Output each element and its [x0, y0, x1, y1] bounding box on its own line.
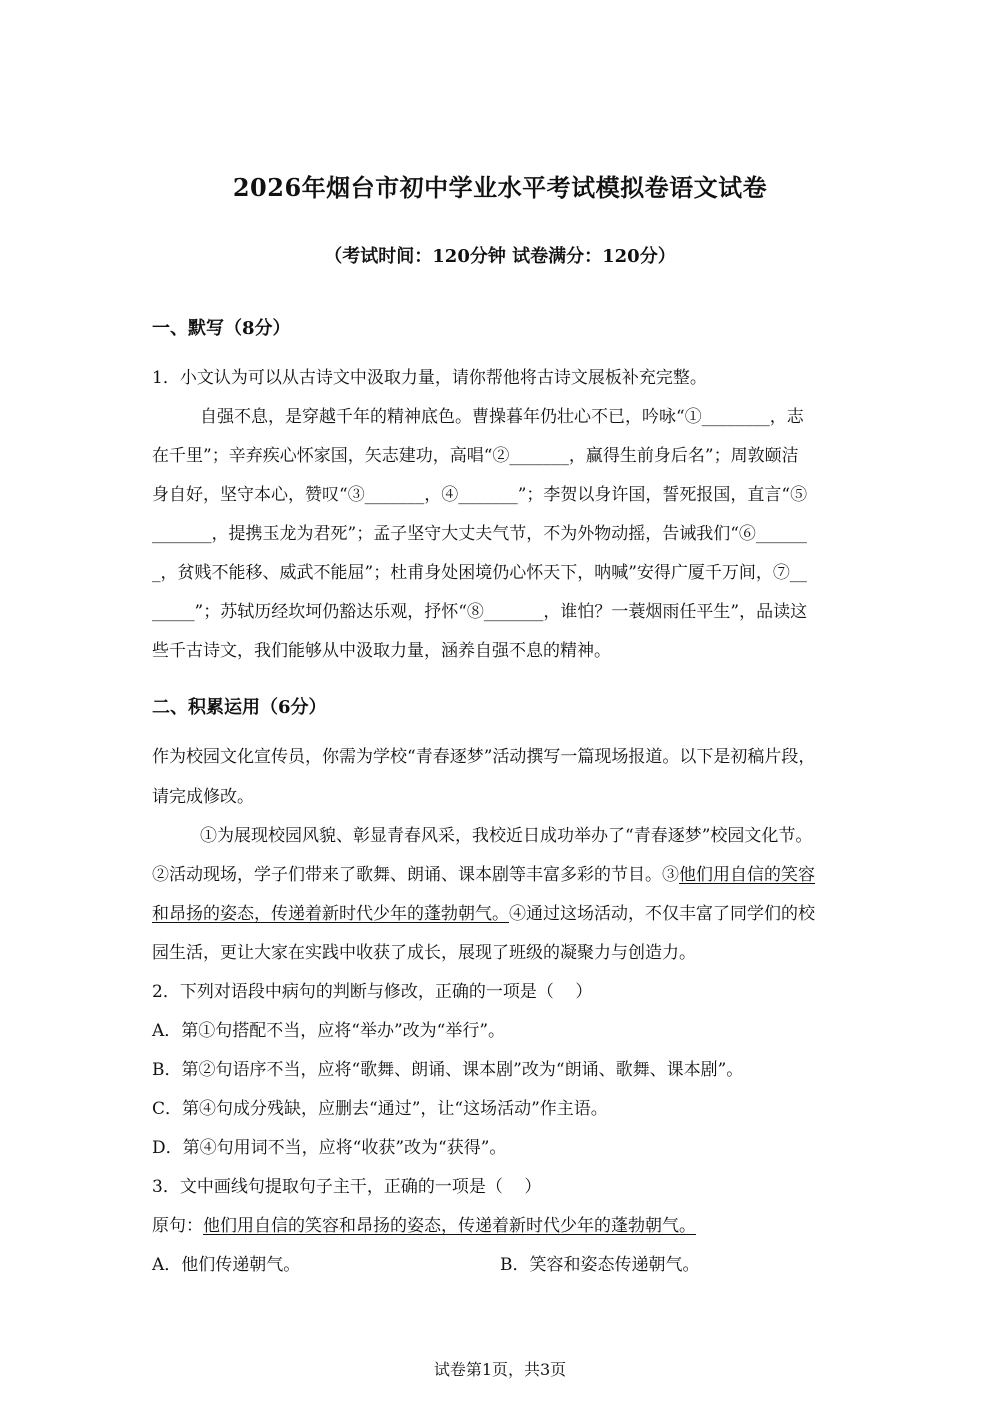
passage-line: 身自好，坚守本心，赞叹“③_______，④_______”；李贺以身许国，誓死报国，直言“⑤: [152, 485, 808, 505]
question-2-option-c: C．第④句成分残缺，应删去“通过”，让“这场活动”作主语。: [152, 1099, 608, 1119]
passage-line: _____”；苏轼历经坎坷仍豁达乐观，抒怀“⑧_______，谁怕？一蓑烟雨任平生”，品读这: [152, 602, 808, 622]
passage-line: 些千古诗文，我们能够从中汲取力量，涵养自强不息的精神。: [152, 641, 611, 661]
report-paragraph-line: [152, 863, 815, 887]
passage-line: _，贫贱不能移、威武不能屈”；杜甫身处困境仍心怀天下，呐喊”安得广厦千万间，⑦__: [152, 563, 807, 583]
underlined-sentence: 他们用自信的笑容和昂扬的姿态，传递着新时代少年的蓬勃朝气。: [203, 1216, 696, 1236]
original-label: 原句：: [152, 1216, 203, 1236]
question-3-prompt: 3．文中画线句提取句子主干，正确的一项是（ ）: [152, 1177, 542, 1197]
passage-line: 自强不息，是穿越千年的精神底色。曹操暮年仍壮心不已，吟咏“①________，志: [200, 407, 804, 427]
section-heading-dictation: 一、默写（8分）: [152, 318, 291, 339]
underlined-sentence: 和昂扬的姿态，传递着新时代少年的蓬勃朝气。: [152, 904, 509, 924]
exam-title: 2026年烟台市初中学业水平考试模拟卷语文试卷: [232, 173, 768, 202]
section2-intro-line: 作为校园文化宣传员，你需为学校“青春逐梦”活动撰写一篇现场报道。以下是初稿片段，: [152, 747, 816, 767]
report-text: ④通过这场活动，不仅丰富了同学们的校: [509, 904, 815, 924]
question-2-option-b: B．第②句语序不当，应将“歌舞、朗诵、课本剧”改为“朗诵、歌舞、课本剧”。: [152, 1060, 744, 1080]
question-2-option-a: A．第①句搭配不当，应将“举办”改为“举行”。: [152, 1021, 506, 1041]
underlined-sentence: 他们用自信的笑容: [679, 865, 815, 885]
question-3-option-a: A．他们传递朝气。: [152, 1255, 301, 1275]
report-paragraph-line: [152, 902, 815, 926]
question-2-prompt: 2．下列对语段中病句的判断与修改，正确的一项是（ ）: [152, 982, 593, 1002]
question-3-original: [152, 1214, 696, 1238]
page-footer: 试卷第1页，共3页: [433, 1360, 567, 1379]
report-paragraph-line: 园生活，更让大家在实践中收获了成长，展现了班级的凝聚力与创造力。: [152, 943, 696, 963]
exam-subtitle: （考试时间：120分钟 试卷满分：120分）: [324, 246, 676, 267]
question-3-option-b: B．笑容和姿态传递朝气。: [500, 1255, 700, 1275]
section-heading-application: 二、积累运用（6分）: [152, 697, 327, 718]
question-2-option-d: D．第④句用词不当，应将“收获”改为“获得”。: [152, 1138, 507, 1158]
passage-line: 在千里”；辛弃疾心怀家国，矢志建功，高唱“②_______，赢得生前身后名”；周敦颐洁: [152, 446, 799, 466]
report-text: ②活动现场，学子们带来了歌舞、朗诵、课本剧等丰富多彩的节目。③: [152, 865, 679, 885]
question-1-prompt: 1．小文认为可以从古诗文中汲取力量，请你帮他将古诗文展板补充完整。: [152, 368, 707, 388]
section2-intro-line: 请完成修改。: [152, 787, 254, 807]
report-paragraph-line: ①为展现校园风貌、彰显青春风采，我校近日成功举办了“青春逐梦”校园文化节。: [200, 826, 813, 846]
passage-line: _______，提携玉龙为君死”；孟子坚守大丈夫气节，不为外物动摇，告诫我们“⑥______: [152, 524, 807, 544]
